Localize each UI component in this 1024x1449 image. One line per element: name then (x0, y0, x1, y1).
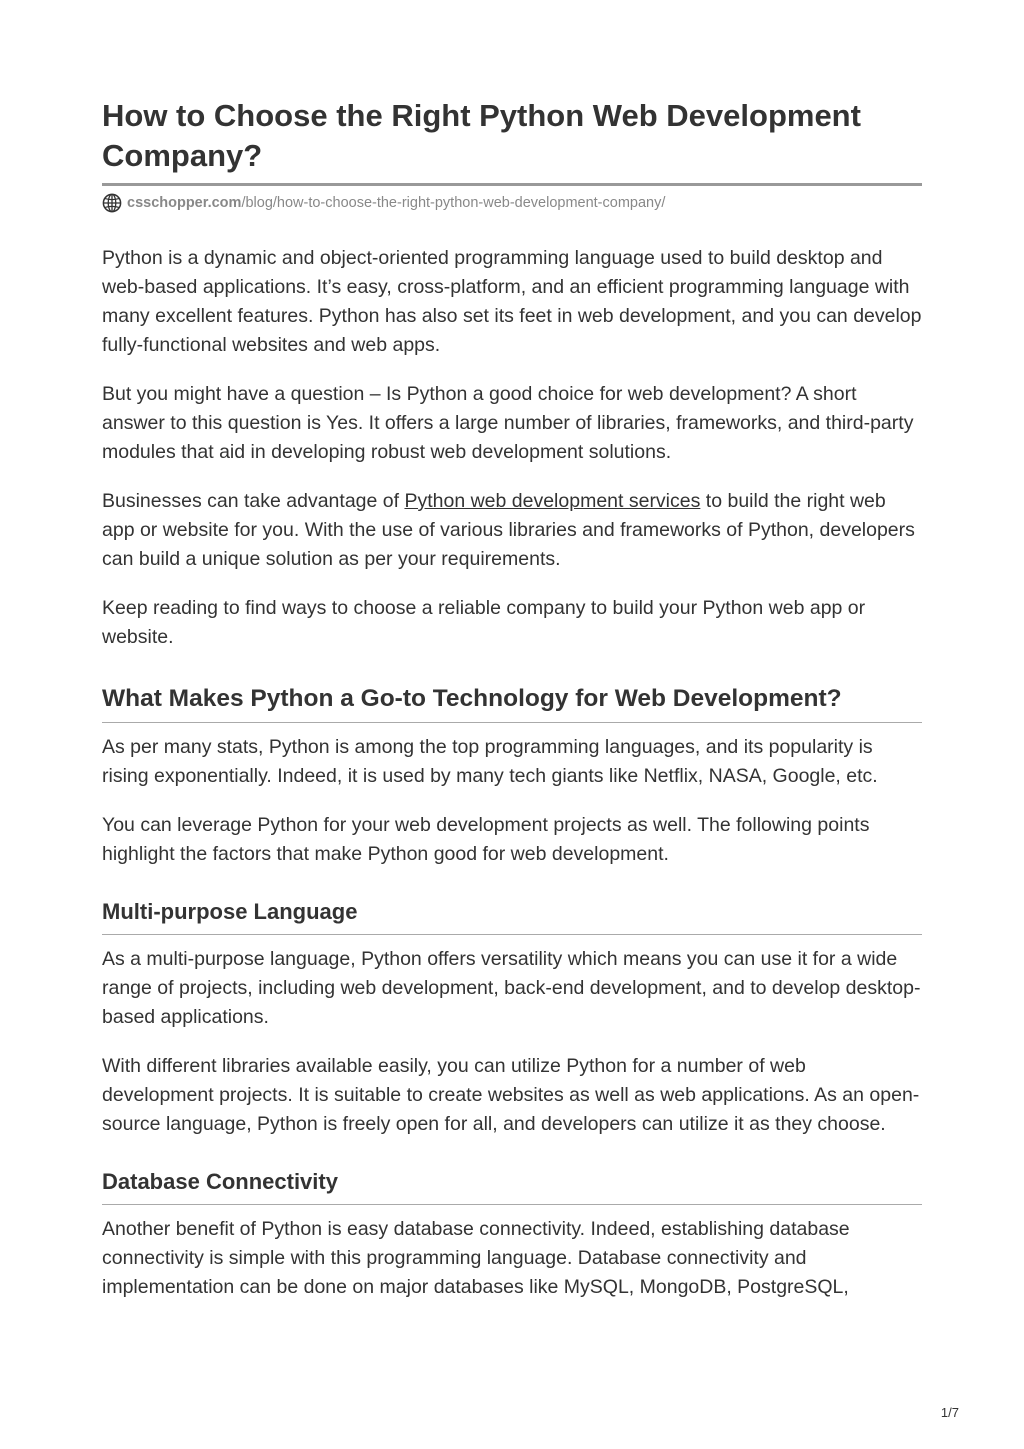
subsection1-paragraph-2: With different libraries available easily, you can utilize Python for a number of web development projects. It is suitable to create websites as well as web applications. As an open-source language, Python is freely open for all, and developers can utilize it as they choose. (102, 1055, 920, 1135)
globe-icon (102, 193, 122, 213)
python-services-link[interactable]: Python web development services (404, 490, 701, 512)
source-domain: csschopper.com (127, 195, 242, 211)
intro-paragraph-3-after: to build the right web app or website for you. With the use of various libraries and frameworks of Python, developers can build a unique solution as per your requirements. (102, 490, 915, 570)
document-page (102, 0, 922, 1302)
section1-paragraph-1: As per many stats, Python is among the top programming languages, and its popularity is rising exponentially. Indeed, it is used by many tech giants like Netflix, NASA, Google, etc. (102, 736, 878, 787)
source-path: /blog/how-to-choose-the-right-python-web-development-company/ (241, 195, 666, 211)
intro-paragraph-3 (102, 487, 922, 574)
section-heading-why-python: What Makes Python a Go-to Technology for Web Development? (102, 682, 922, 723)
source-url[interactable] (102, 192, 922, 214)
title-divider (102, 183, 922, 186)
intro-paragraph-4: Keep reading to find ways to choose a reliable company to build your Python web app or website. (102, 597, 866, 648)
subsection2-paragraph-1: Another benefit of Python is easy database connectivity. Indeed, establishing database connectivity is simple with this programming language. Database connectivity and implementation can be done on major databases like MySQL, MongoDB, PostgreSQL, (102, 1218, 850, 1298)
section1-paragraph-2: You can leverage Python for your web development projects as well. The following points highlight the factors that make Python good for web development. (102, 814, 870, 865)
subheading-database-connectivity: Database Connectivity (102, 1167, 922, 1205)
intro-paragraph-1: Python is a dynamic and object-oriented programming language used to build desktop and web-based applications. It’s easy, cross-platform, and an efficient programming language with many excellent features. Python has also set its feet in web development, and you can develop fully-functional websites and web apps. (102, 247, 922, 356)
intro-paragraph-3-before: Businesses can take advantage of (102, 490, 405, 512)
subsection-multi-purpose-body (102, 945, 922, 1139)
subheading-multi-purpose: Multi-purpose Language (102, 897, 922, 935)
subsection-database-body (102, 1215, 922, 1302)
page-title: How to Choose the Right Python Web Development Company? (102, 98, 861, 173)
section-why-python-body (102, 733, 922, 869)
intro-paragraph-2: But you might have a question – Is Python a good choice for web development? A short answer to this question is Yes. It offers a large number of libraries, frameworks, and third-party modules that aid in developing robust web development solutions. (102, 383, 914, 463)
page-number: 1/7 (940, 1405, 959, 1420)
intro-section (102, 244, 922, 652)
subsection1-paragraph-1: As a multi-purpose language, Python offers versatility which means you can use it for a wide range of projects, including web development, back-end development, and to develop desktop-based applications. (102, 948, 921, 1028)
